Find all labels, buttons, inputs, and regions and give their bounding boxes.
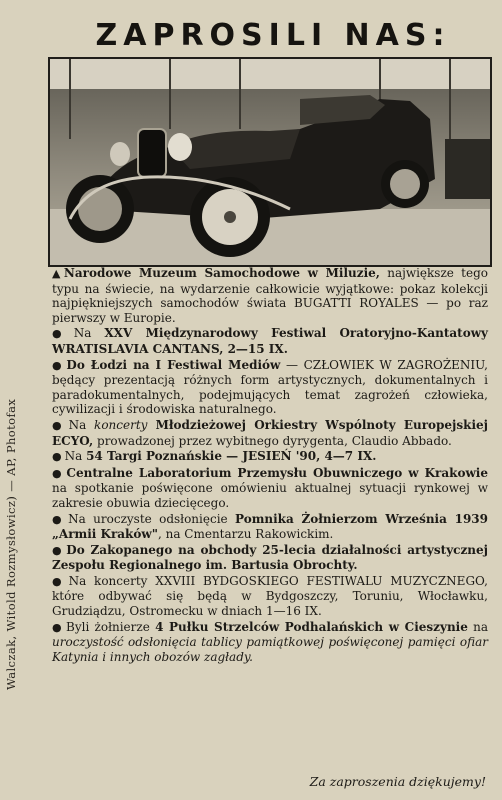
list-item [52,512,488,542]
item-bold: Do Łodzi na I Festiwal Mediów [66,357,281,372]
item-bold: 54 Targi Poznańskie — JESIEŃ '90, 4—7 IX. [86,449,377,464]
intro-body: największe tego typu na świecie, na wydarzenie całkowicie wyjątkowe: pokaz kolekcji najpiękniejszych samochodów świata [52,266,488,311]
item-rest: , na Cmentarzu Rakowickim. [157,527,334,542]
bullet-icon: ● [52,450,62,464]
item-bold: XXV Międzynarodowy Festiwal Oratoryjno-Kantatowy WRATISLAVIA CANTANS, 2—15 IX. [52,326,489,356]
list-item [52,574,488,619]
list-item [52,326,488,356]
item-bold: Centralne Laboratorium Przemysłu Obuwniczego w Krakowie [66,465,488,480]
intro-tail: — po raz pierwszy w Europie. [52,296,489,325]
intro-highlight: BUGATTI ROYALES [293,296,419,311]
vintage-car-photo [48,57,492,267]
item-text: Byli żołnierze [66,619,156,634]
item-italic: koncerty [94,417,148,432]
item-bold: Pomnika Żołnierzom Września 1939 „Armii Kraków" [52,511,489,542]
item-bold: Do Zakopanego na obchody 25-lecia działalności artystycznej Zespołu Regionalnego im. Bartusia Obrochty. [52,542,488,573]
intro-lead: Narodowe Muzeum Samochodowe w Miluzie, [63,266,380,280]
bullet-icon: ● [52,543,64,557]
item-rest: — CZŁOWIEK W ZAGROŻENIU, będący prezentacją różnych form artystycznych, dokumentalnych i paradokumentalnych, podejmujących temat zagrożeń człowieka, cywilizacji i środowiska naturalnego. [52,357,488,417]
list-item [52,358,488,417]
list-item [52,449,488,465]
item-rest: prowadzonej przez wybitnego dyrygenta, Claudio Abbado. [93,433,452,448]
photo-credit [0,0,36,800]
item-text: Na koncerty XXVIII BYDGOSKIEGO FESTIWALU MUZYCZNEGO, [68,573,488,588]
bullet-icon: ● [52,327,71,341]
car-photo-illustration [50,59,490,265]
item-bold: Młodzieżowej Orkiestry Wspólnoty Europejskiej ECYO, [52,417,488,448]
bullet-icon: ● [52,358,64,372]
list-item [52,620,488,665]
bullet-icon: ● [52,574,66,588]
closing-line: Za zaproszenia dziękujemy! [309,774,486,789]
list-item [52,466,488,511]
item-text: Na [64,449,87,464]
bullet-icon: ● [52,418,66,432]
item-bold: 4 Pułku Strzelców Podhalańskich w Cieszynie [155,619,468,634]
item-text: Na [73,326,105,341]
list-item [52,418,488,448]
bullet-icon: ● [52,466,64,480]
item-rest: na [467,619,488,634]
bullet-icon: ● [52,620,64,634]
article-body [52,266,488,665]
item-rest: które odbywać się będą w Bydgoszczy, Toruniu, Włocławku, Grudziądzu, Ostromecku w dniach 1—16 IX. [52,589,488,619]
photo-credit-text: Walczak, Witold Rozmysłowicz) — AP, Photofax [4,398,18,690]
page-title: ZAPROSILI NAS: [95,18,451,53]
item-text: Na uroczyste odsłonięcie [68,511,235,526]
item-italic-tail: uroczystość odsłonięcia tablicy pamiątkowej poświęconej pamięci ofiar Katynia i innych obozów zagłady. [52,635,488,664]
item-rest: na spotkanie poświęcone omówieniu aktualnej sytuacji rynkowej w zakresie obuwia dziecięcego. [52,481,488,510]
triangle-marker-icon: ▲ [52,267,64,280]
bullet-icon: ● [52,512,66,526]
item-text: Na [68,417,95,432]
list-item [52,543,488,573]
intro-paragraph [52,266,488,325]
